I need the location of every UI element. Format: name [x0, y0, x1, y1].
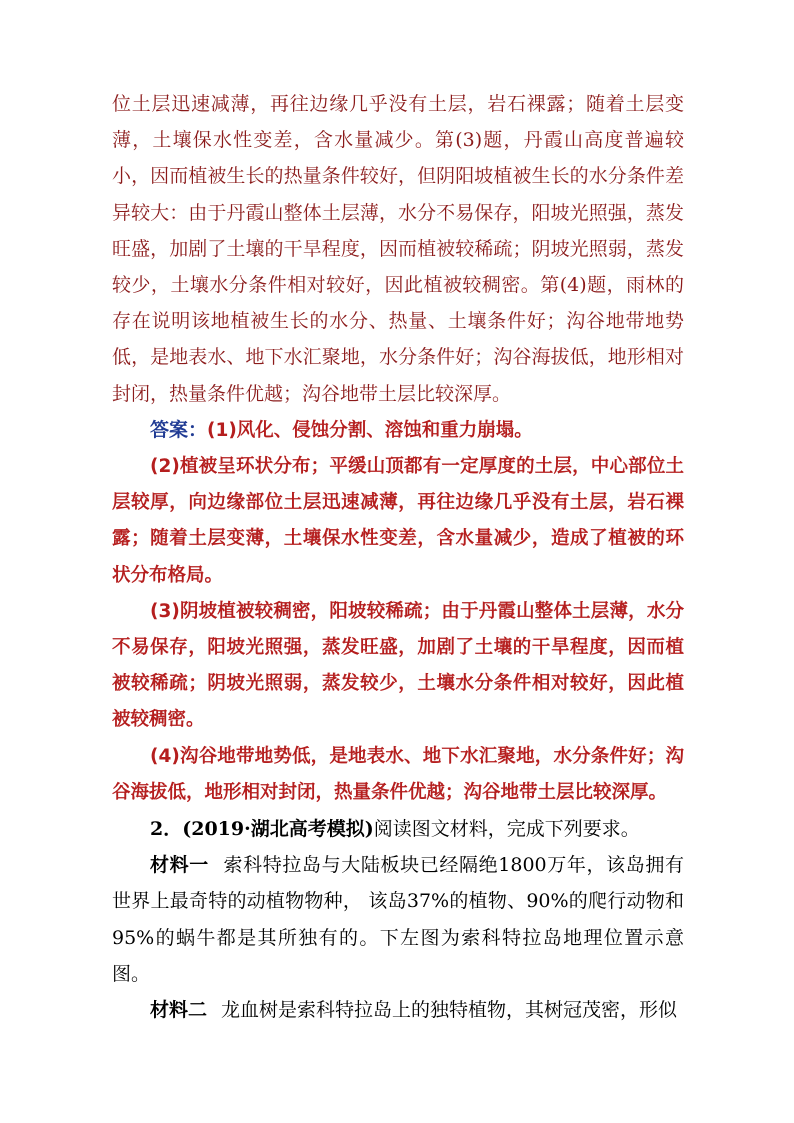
answer-1	[112, 412, 684, 449]
explanation-paragraph: 位土层迅速减薄，再往边缘几乎没有土层，岩石裸露；随着土层变薄，土壤保水性变差，含水量减少。第(3)题，丹霞山高度普遍较小，因而植被生长的热量条件较好，但阴阳坡植被生长的水分条件差异较大：由于丹霞山整体土层薄，水分不易保存，阳坡光照强，蒸发旺盛，加剧了土壤的干旱程度，因而植被较稀疏；阴坡光照弱，蒸发较少，土壤水分条件相对较好，因此植被较稠密。第(4)题，雨林的存在说明该地植被生长的水分、热量、土壤条件好；沟谷地带地势低，是地表水、地下水汇聚地，水分条件好；沟谷海拔低，地形相对封闭，热量条件优越；沟谷地带土层比较深厚。	[112, 93, 684, 405]
answer-3: (3)阴坡植被较稠密，阳坡较稀疏；由于丹霞山整体土层薄，水分不易保存，阳坡光照强，蒸发旺盛，加剧了土壤的干旱程度，因而植被较稀疏；阴坡光照弱，蒸发较少，土壤水分条件相对较好，因此植被较稠密。	[112, 600, 684, 731]
material-1-text: 索科特拉岛与大陆板块已经隔绝1800万年，该岛拥有世界上最奇特的动植物物种， 该岛37%的植物、90%的爬行动物和95%的蜗牛都是其所独有的。下左图为索科特拉岛地理位置示意图。	[112, 854, 684, 985]
material-2-label: 材料二	[150, 999, 208, 1022]
answer-2: (2)植被呈环状分布；平缓山顶都有一定厚度的土层，中心部位土层较厚，向边缘部位土层迅速减薄，再往边缘几乎没有土层，岩石裸露；随着土层变薄，土壤保水性变差，含水量减少，造成了植被的环状分布格局。	[112, 456, 684, 586]
question-prompt: 阅读图文材料，完成下列要求。	[373, 818, 640, 841]
material-1	[112, 847, 684, 992]
answer-4: (4)沟谷地带地势低，是地表水、地下水汇聚地，水分条件好；沟谷海拔低，地形相对封闭，热量条件优越；沟谷地带土层比较深厚。	[112, 745, 684, 803]
question-2-heading	[112, 811, 684, 847]
document-page	[112, 86, 684, 1028]
question-source: (2019·湖北高考模拟)	[182, 818, 374, 841]
answer-1-text: (1)风化、侵蚀分割、溶蚀和重力崩塌。	[207, 419, 533, 441]
material-2	[112, 992, 684, 1028]
material-2-text: 龙血树是索科特拉岛上的独特植物，其树冠茂密，形似	[221, 999, 678, 1022]
question-number: 2．	[150, 818, 183, 841]
answer-label: 答案：	[150, 418, 208, 441]
material-1-label: 材料一	[150, 854, 209, 877]
